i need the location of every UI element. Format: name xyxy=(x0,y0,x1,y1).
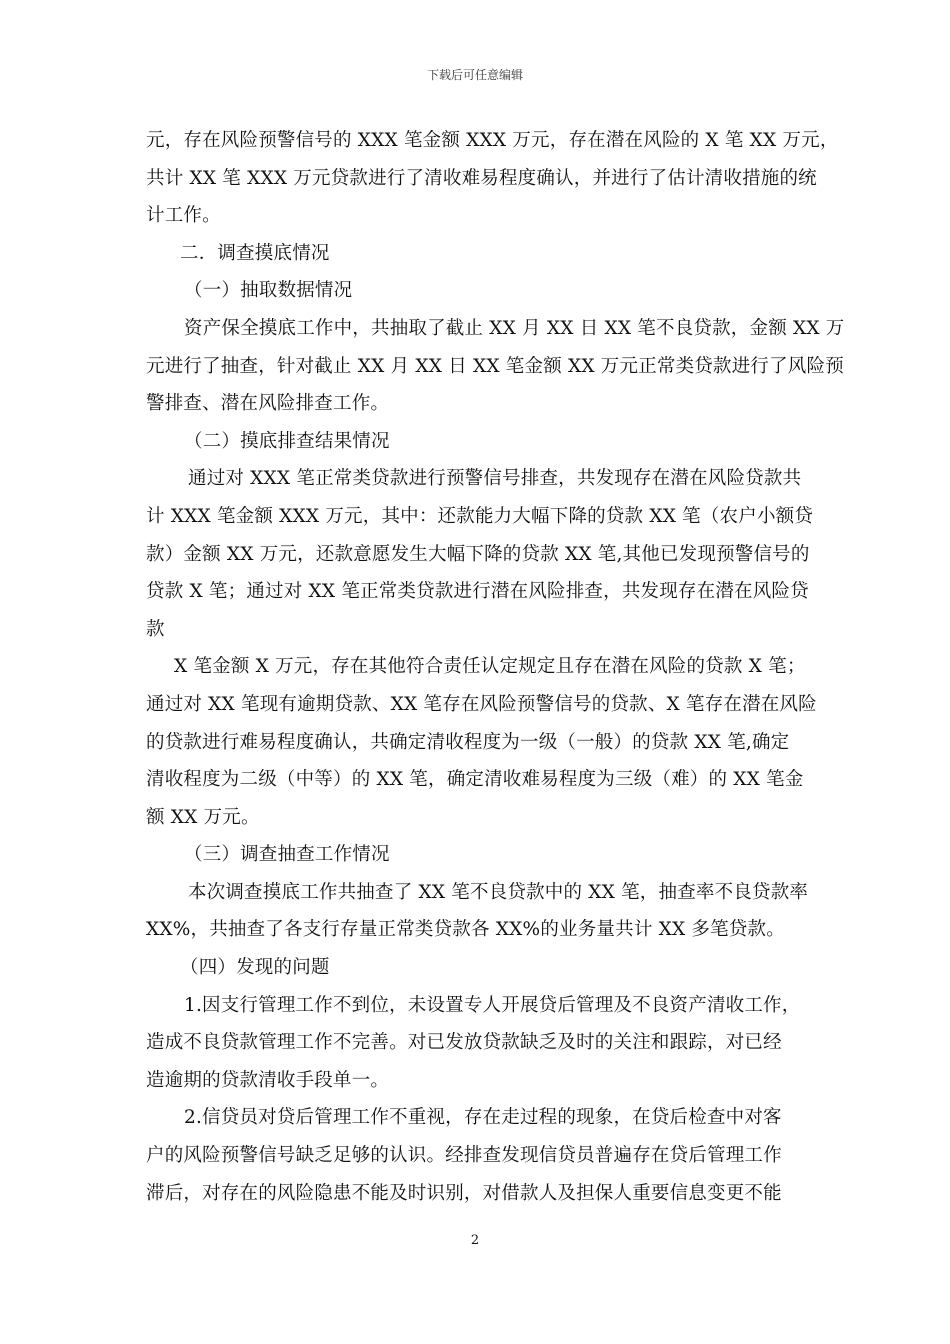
text-line: 计工作。 xyxy=(146,205,221,227)
text-line: 资产保全摸底工作中，共抽取了截止 XX 月 XX 日 XX 笔不良贷款，金额 XX 万 xyxy=(184,317,845,339)
text-line: 额 XX 万元。 xyxy=(146,806,260,828)
page-header: 下载后可任意编辑 xyxy=(426,68,523,82)
text-line: 本次调查摸底工作共抽查了 XX 笔不良贷款中的 XX 笔，抽查率不良贷款率 xyxy=(188,881,809,903)
subsection-heading: （一）抽取数据情况 xyxy=(184,280,353,302)
text-line: 通过对 XX 笔现有逾期贷款、XX 笔存在风险预警信号的贷款、X 笔存在潜在风险 xyxy=(146,693,817,715)
page-number: 2 xyxy=(470,1233,480,1248)
text-line: 的贷款进行难易程度确认，共确定清收程度为一级（一般）的贷款 XX 笔,确定 xyxy=(146,731,790,753)
subsection-heading: （三）调查抽查工作情况 xyxy=(184,844,390,866)
subsection-heading: （四）发现的问题 xyxy=(180,957,330,979)
text-line: 贷款 X 笔；通过对 XX 笔正常类贷款进行潜在风险排查，共发现存在潜在风险贷 xyxy=(146,581,809,603)
text-line: 元进行了抽查，针对截止 XX 月 XX 日 XX 笔金额 XX 万元正常类贷款进行了风险预 xyxy=(146,355,844,377)
text-line: 造逾期的贷款清收手段单一。 xyxy=(146,1069,390,1091)
text-line: XX%，共抽查了各支行存量正常类贷款各 XX%的业务量共计 XX 多笔贷款。 xyxy=(146,919,785,941)
subsection-heading: （二）摸底排查结果情况 xyxy=(184,430,390,452)
text-line: 元，存在风险预警信号的 XXX 笔金额 XXX 万元，存在潜在风险的 X 笔 XX 万元， xyxy=(146,130,839,151)
text-line: 通过对 XXX 笔正常类贷款进行预警信号排查，共发现存在潜在风险贷款共 xyxy=(188,468,802,490)
text-line: 清收程度为二级（中等）的 XX 笔，确定清收难易程度为三级（难）的 XX 笔金 xyxy=(146,769,804,791)
text-line: 2.信贷员对贷后管理工作不重视，存在走过程的现象，在贷后检查中对客 xyxy=(184,1107,782,1129)
document-body xyxy=(146,122,845,1212)
text-line: 滞后，对存在的风险隐患不能及时识别，对借款人及担保人重要信息变更不能 xyxy=(146,1182,782,1204)
text-line: 共计 XX 笔 XXX 万元贷款进行了清收难易程度确认，并进行了估计清收措施的统 xyxy=(146,167,817,189)
text-line: 警排查、潜在风险排查工作。 xyxy=(146,393,390,415)
text-line: 户的风险预警信号缺乏足够的认识。经排查发现信贷员普遍存在贷后管理工作 xyxy=(146,1145,782,1167)
text-line: 计 XXX 笔金额 XXX 万元，其中：还款能力大幅下降的贷款 XX 笔（农户小额贷 xyxy=(146,505,814,527)
text-line: 1.因支行管理工作不到位，未设置专人开展贷后管理及不良资产清收工作， xyxy=(184,994,801,1016)
text-line: 款）金额 XX 万元，还款意愿发生大幅下降的贷款 XX 笔,其他已发现预警信号的 xyxy=(146,543,810,565)
text-line: X 笔金额 X 万元，存在其他符合责任认定规定且存在潜在风险的贷款 X 笔； xyxy=(174,656,806,678)
text-line: 款 xyxy=(146,618,165,640)
text-line: 造成不良贷款管理工作不完善。对已发放贷款缺乏及时的关注和跟踪，对已经 xyxy=(146,1032,782,1054)
section-heading: 二．调查摸底情况 xyxy=(180,242,330,264)
